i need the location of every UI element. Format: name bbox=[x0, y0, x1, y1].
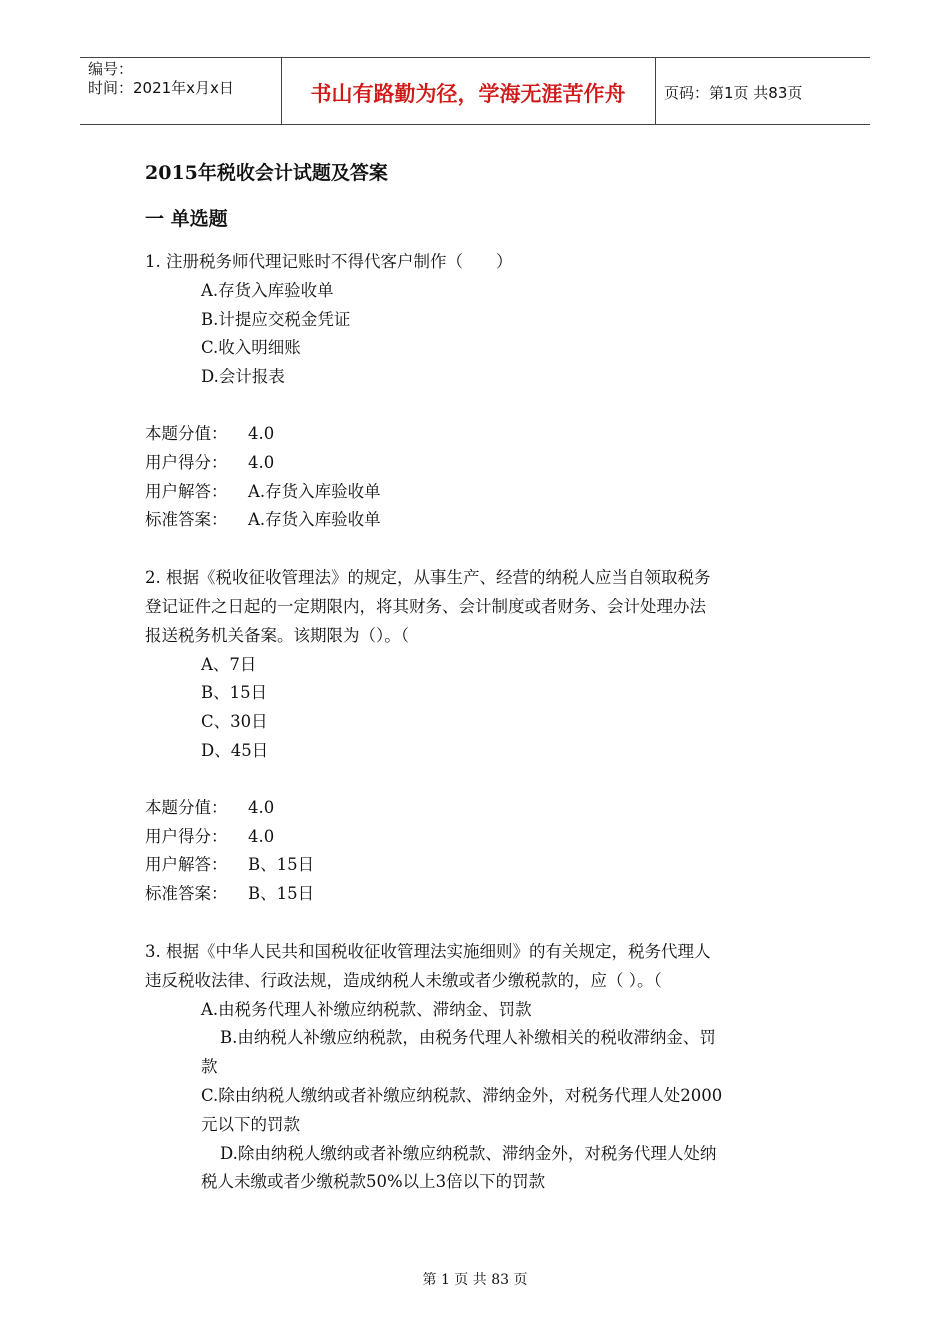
option-b-continued: 款 bbox=[201, 1057, 218, 1077]
option-b: B.计提应交税金凭证 bbox=[201, 309, 351, 329]
option-a: A.存货入库验收单 bbox=[201, 280, 334, 300]
question-text: 1. 注册税务师代理记账时不得代客户制作（ ） bbox=[145, 252, 513, 271]
user-answer-row bbox=[145, 478, 810, 507]
page-footer: 第 1 页 共 83 页 bbox=[422, 1272, 528, 1288]
score-label: 本题分值： bbox=[145, 797, 228, 817]
number-label: 编号： bbox=[88, 60, 134, 78]
user-score-row bbox=[145, 823, 810, 852]
document-body bbox=[145, 158, 810, 1197]
std-answer-row bbox=[145, 880, 810, 909]
user-score-label: 用户得分： bbox=[145, 452, 228, 472]
user-score-label: 用户得分： bbox=[145, 826, 228, 846]
question-text-line: 3. 根据《中华人民共和国税收征收管理法实施细则》的有关规定，税务代理人 bbox=[145, 941, 711, 961]
option-a: A、7日 bbox=[201, 654, 257, 674]
user-answer-label: 用户解答： bbox=[145, 855, 228, 875]
user-score-value: 4.0 bbox=[248, 826, 275, 846]
section-heading: 一 单选题 bbox=[145, 208, 228, 230]
question-text-line: 2. 根据《税收征收管理法》的规定，从事生产、经营的纳税人应当自领取税务 bbox=[145, 568, 711, 588]
user-answer-value: B、15日 bbox=[248, 855, 315, 875]
option-d: D.除由纳税人缴纳或者补缴应纳税款、滞纳金外，对税务代理人处纳 bbox=[220, 1143, 717, 1163]
score-row bbox=[145, 420, 810, 449]
question-meta bbox=[145, 794, 810, 909]
header-top-rule bbox=[80, 57, 870, 58]
score-value: 4.0 bbox=[248, 423, 275, 443]
option-d: D、45日 bbox=[201, 740, 269, 760]
score-label: 本题分值： bbox=[145, 423, 228, 443]
std-answer-label: 标准答案： bbox=[145, 510, 228, 530]
header-left bbox=[88, 60, 234, 98]
option-c: C.除由纳税人缴纳或者补缴应纳税款、滞纳金外，对税务代理人处2000 bbox=[201, 1085, 723, 1105]
option-d: D.会计报表 bbox=[201, 367, 285, 387]
question-text-line: 报送税务机关备案。该期限为（）。（ bbox=[145, 625, 409, 645]
header-page-info: 页码：第1页 共83页 bbox=[664, 84, 803, 102]
question-meta bbox=[145, 420, 810, 535]
question-text-line: 违反税收法律、行政法规，造成纳税人未缴或者少缴税款的，应（ ）。（ bbox=[145, 970, 662, 990]
user-answer-row bbox=[145, 851, 810, 880]
option-b: B、15日 bbox=[201, 683, 268, 703]
score-value: 4.0 bbox=[248, 797, 275, 817]
header-motto: 书山有路勤为径，学海无涯苦作舟 bbox=[310, 82, 626, 106]
option-c: C.收入明细账 bbox=[201, 338, 301, 358]
option-b: B.由纳税人补缴应纳税款，由税务代理人补缴相关的税收滞纳金、罚 bbox=[220, 1028, 716, 1048]
std-answer-label: 标准答案： bbox=[145, 884, 228, 904]
question-2 bbox=[145, 564, 810, 909]
user-score-value: 4.0 bbox=[248, 452, 275, 472]
std-answer-value: B、15日 bbox=[248, 884, 315, 904]
option-c: C、30日 bbox=[201, 712, 268, 732]
user-answer-label: 用户解答： bbox=[145, 481, 228, 501]
header-bottom-rule bbox=[80, 124, 870, 125]
score-row bbox=[145, 794, 810, 823]
user-score-row bbox=[145, 449, 810, 478]
document-title: 2015年税收会计试题及答案 bbox=[145, 162, 388, 184]
std-answer-value: A.存货入库验收单 bbox=[248, 510, 381, 530]
std-answer-row bbox=[145, 506, 810, 535]
option-d-continued: 税人未缴或者少缴税款50%以上3倍以下的罚款 bbox=[201, 1172, 546, 1192]
header-divider-2 bbox=[655, 57, 656, 124]
question-3 bbox=[145, 938, 810, 1197]
user-answer-value: A.存货入库验收单 bbox=[248, 481, 381, 501]
option-a: A.由税务代理人补缴应纳税款、滞纳金、罚款 bbox=[201, 999, 532, 1019]
question-text-line: 登记证件之日起的一定期限内，将其财务、会计制度或者财务、会计处理办法 bbox=[145, 596, 706, 616]
date-label: 时间：2021年x月x日 bbox=[88, 79, 234, 97]
question-1 bbox=[145, 248, 810, 535]
option-c-continued: 元以下的罚款 bbox=[201, 1114, 300, 1134]
